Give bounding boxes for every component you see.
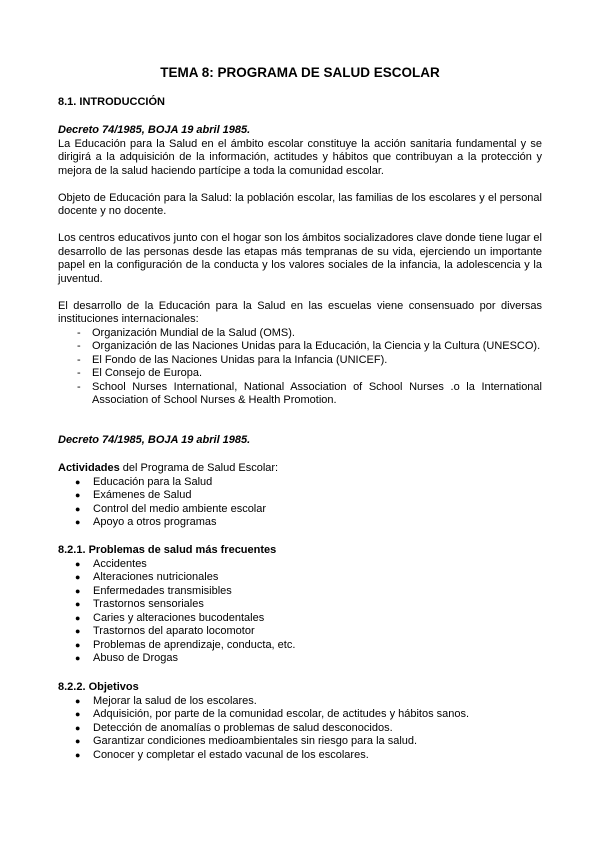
list-item: ● Trastornos sensoriales (75, 598, 204, 610)
intro-body (58, 124, 542, 408)
section-heading-problems: 8.2.1. Problemas de salud más frecuentes (58, 544, 277, 556)
list-item: - Organización de las Naciones Unidas para la Educación, la Ciencia y la Cultura (UNESCO). (77, 340, 541, 352)
section-intro (58, 96, 542, 110)
list-item: ● Accidentes (75, 557, 147, 570)
list-item: ● Enfermedades transmisibles (75, 584, 232, 597)
list-item: ● Adquisición, por parte de la comunidad escolar, de actitudes y hábitos sanos. (75, 708, 470, 720)
list-item: ● Educación para la Salud (75, 475, 213, 488)
organizations-list (58, 327, 542, 408)
list-item: - Organización Mundial de la Salud (OMS). (77, 326, 295, 339)
intro-paragraph-1: La Educación para la Salud en el ámbito escolar constituye la acción sanitaria fundamental y se dirigirá a la adquisición de la información, actitudes y hábitos que contribuyan a la protección y mejora de la salud haciendo partícipe a toda la comunidad escolar. (58, 137, 542, 177)
activities-label: Actividades del Programa de Salud Escolar: (58, 462, 279, 474)
list-item: - School Nurses International, National Association of School Nurses .o la International Association of School Nurses & Health Promotion. (77, 380, 542, 406)
list-item: ● Trastornos del aparato locomotor (75, 625, 255, 637)
page-title: TEMA 8: PROGRAMA DE SALUD ESCOLAR (160, 65, 440, 80)
list-item: ● Detección de anomalías o problemas de salud desconocidos. (75, 721, 393, 734)
list-item: - El Consejo de Europa. (77, 367, 203, 379)
activities-section (58, 462, 542, 530)
section-heading-intro: 8.1. INTRODUCCIÓN (58, 96, 165, 108)
list-item: ● Problemas de aprendizaje, conducta, etc. (75, 638, 296, 651)
decree-reference-2: Decreto 74/1985, BOJA 19 abril 1985. (58, 434, 251, 446)
intro-paragraph-4: El desarrollo de la Educación para la Salud en las escuelas viene consensuado por diversas instituciones internacionales: (58, 299, 542, 325)
list-item: ● Control del medio ambiente escolar (75, 502, 267, 515)
list-item: ● Alteraciones nutricionales (75, 571, 219, 583)
list-item: ● Apoyo a otros programas (75, 516, 217, 528)
list-item: ● Caries y alteraciones bucodentales (75, 611, 265, 624)
list-item: - El Fondo de las Naciones Unidas para la Infancia (UNICEF). (77, 353, 388, 366)
problems-section (58, 544, 542, 666)
list-item: ● Abuso de Drogas (75, 652, 178, 664)
intro-paragraph-2: Objeto de Educación para la Salud: la población escolar, las familias de los escolares y el personal docente y no docente. (58, 191, 542, 217)
decree-second (58, 434, 542, 448)
objectives-list (58, 695, 542, 763)
objectives-section (58, 681, 542, 762)
intro-paragraph-3: Los centros educativos junto con el hogar son los ámbitos socializadores clave donde tiene lugar el desarrollo de las personas desde las etapas más tempranas de su vida, ejerciendo un importante papel en la configuración de la conducta y los valores sociales de la infancia, la adolescencia y la juventud. (58, 232, 542, 285)
decree-reference: Decreto 74/1985, BOJA 19 abril 1985. (58, 124, 251, 136)
section-heading-objectives: 8.2.2. Objetivos (58, 681, 139, 693)
list-item: ● Mejorar la salud de los escolares. (75, 694, 257, 707)
list-item: ● Conocer y completar el estado vacunal de los escolares. (75, 748, 369, 761)
problems-list (58, 558, 542, 666)
activities-list (58, 476, 542, 530)
list-item: ● Exámenes de Salud (75, 489, 192, 501)
list-item: ● Garantizar condiciones medioambientales sin riesgo para la salud. (75, 735, 418, 747)
